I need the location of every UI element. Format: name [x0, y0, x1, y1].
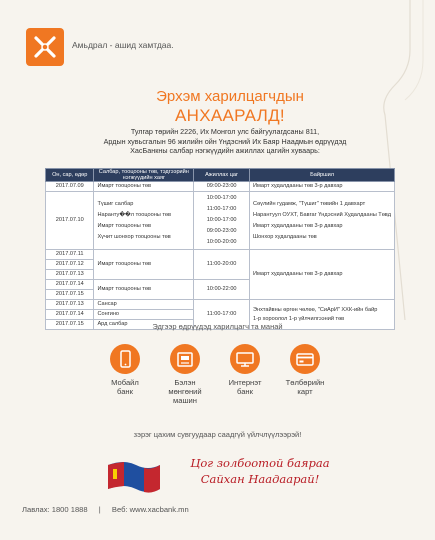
service-label: Интернэт	[228, 378, 262, 387]
location-text: Нарантуул ОУХТ, Бавгаг Үндэсний Худалдааны Төвд	[253, 211, 391, 218]
cell-location	[250, 192, 395, 250]
service-mobile-bank	[95, 344, 155, 396]
cell-hours: 11:00-17:00	[194, 300, 250, 330]
table-row	[46, 182, 395, 192]
hours-value: 11:00-17:00	[206, 206, 237, 212]
location-text: Энхтайвны өргөн чөлөө, "СиАрИ" ХХК-ийн байр	[253, 306, 378, 313]
hours-value: 10:00-17:00	[206, 217, 237, 223]
cell-hours: 11:00-20:00	[194, 250, 250, 280]
greeting-line: Сайхан Наадаарай!	[200, 472, 320, 486]
cell-branch: Имарт тооцооны төв	[94, 182, 194, 192]
footer-separator: |	[98, 505, 101, 514]
location-text: 1-р хороолол 1-р үйлчилгээний төв	[253, 315, 345, 322]
service-label: Мобайл	[111, 378, 139, 387]
hours-value: 10:00-20:00	[206, 239, 237, 245]
column-header-location: Байршил	[250, 169, 395, 182]
contact-footer	[22, 505, 189, 514]
table-header-row	[46, 169, 395, 182]
services-title: Эдгээр өдрүүдэд харилцагч та манай	[152, 322, 283, 331]
cell-date: 2017.07.12	[46, 260, 94, 270]
branch-name: Хүчит шонхор тооцооны төв	[97, 233, 171, 240]
cell-branch: Имарт тооцооны төв	[94, 280, 194, 300]
branch-name: Түшиг салбар	[97, 200, 134, 207]
cell-date: 2017.07.14	[46, 310, 94, 320]
intro-text	[60, 127, 390, 156]
service-label: мөнгөний	[168, 387, 202, 396]
service-label: карт	[297, 387, 313, 396]
cell-hours: 09:00-23:00	[194, 182, 250, 192]
service-internet-bank	[215, 344, 275, 396]
xacbank-logo	[26, 28, 64, 66]
brand-tagline: Амьдрал - ашид хамтдаа.	[72, 40, 174, 50]
cell-hours: 10:00-22:00	[194, 280, 250, 300]
service-payment-card	[275, 344, 335, 396]
column-header-branch: Салбар, тооцооны төв, тэдгээрийн нэгжүүдийн хаяг	[94, 169, 194, 182]
intro-line: ХасБанкны салбар нэгжүүдийн ажиллах цагийн хуваарь:	[130, 146, 320, 155]
cell-date: 2017.07.10	[46, 192, 94, 250]
cell-date: 2017.07.15	[46, 290, 94, 300]
cell-branch	[94, 192, 194, 250]
cell-hours	[194, 192, 250, 250]
branch-name: Наранту��л тооцооны төв	[97, 211, 172, 218]
column-header-hours: Ажиллах цаг	[194, 169, 250, 182]
service-label: банк	[117, 387, 133, 396]
hours-value: 09:00-23:00	[206, 228, 237, 234]
cell-location: Имарт худалдааны төв 3-р давхар	[250, 250, 395, 300]
table-row	[46, 300, 395, 310]
mongolia-flag-icon	[104, 457, 164, 497]
column-header-date: Он, сар, өдөр	[46, 169, 94, 182]
location-text: Сөүлийн гудамж, "Түшиг" төвийн 1 давхарт	[253, 200, 366, 207]
heading-line-1: Эрхэм харилцагчдын	[156, 88, 304, 105]
heading-line-2: АНХААРАЛД!	[175, 106, 285, 125]
computer-icon	[230, 344, 260, 374]
table-row	[46, 250, 395, 260]
intro-line: Ардын хувьсгалын 96 жилийн ойн Үндэсний Их Баяр Наадмын өдрүүдэд	[103, 136, 347, 146]
card-icon	[290, 344, 320, 374]
service-label: Төлбөрийн	[285, 378, 325, 387]
greeting-line: Цог золбоотой баяраа	[190, 456, 330, 470]
schedule-table	[45, 168, 395, 330]
cell-date: 2017.07.09	[46, 182, 94, 192]
cell-date: 2017.07.15	[46, 320, 94, 330]
service-label: Бэлэн	[174, 378, 196, 387]
service-atm	[155, 344, 215, 405]
phone-number: Лавлах: 1800 1888	[22, 505, 88, 514]
intro-line: Тулгар төрийн 2226, Их Монгол улс байгуулагдсаны 811,	[130, 127, 320, 136]
table-row	[46, 192, 395, 250]
cell-date: 2017.07.11	[46, 250, 94, 260]
service-label: машин	[173, 396, 197, 405]
location-text: Шонхор худалдааны төв	[253, 233, 317, 240]
cell-branch: Имарт тооцооны төв	[94, 250, 194, 280]
services-footer: зэрэг цахим сувгуудаар саадгүй үйлчлүүлээрэй!	[133, 430, 302, 439]
location-text: Имарт худалдааны төв 3-р давхар	[253, 222, 343, 229]
website-link[interactable]: Веб: www.xacbank.mn	[111, 505, 189, 514]
hours-value: 10:00-17:00	[206, 195, 237, 201]
cell-date: 2017.07.14	[46, 280, 94, 290]
cell-date: 2017.07.13	[46, 300, 94, 310]
cell-date: 2017.07.13	[46, 270, 94, 280]
service-label: банк	[237, 387, 253, 396]
holiday-greeting	[170, 455, 350, 487]
cell-branch: Сонгино	[94, 310, 194, 320]
cell-branch: Ард салбар	[94, 320, 194, 330]
cell-branch: Сансар	[94, 300, 194, 310]
cell-location: Имарт худалдааны төв 3-р давхар	[250, 182, 395, 192]
branch-name: Имарт тооцооны төв	[97, 222, 151, 229]
mobile-icon	[110, 344, 140, 374]
atm-icon	[170, 344, 200, 374]
